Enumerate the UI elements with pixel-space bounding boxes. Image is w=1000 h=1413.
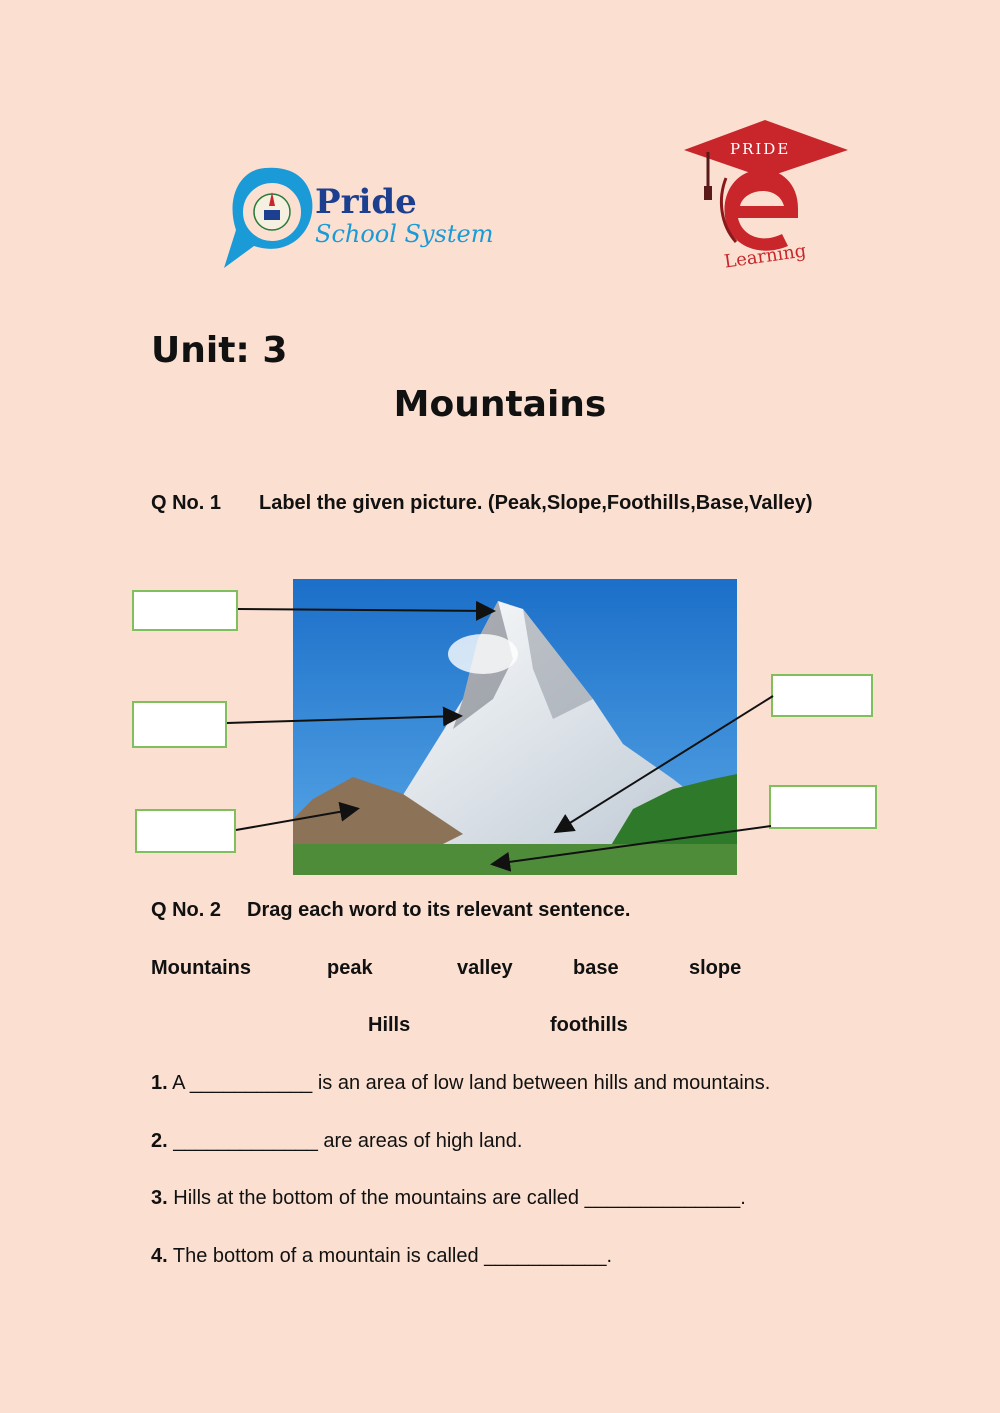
sentence-2: [151, 1130, 522, 1153]
sentence-3: [151, 1187, 746, 1210]
q2-number: Q No. 2: [151, 899, 222, 921]
sentence-1-text[interactable]: A ___________ is an area of low land between hills and mountains.: [172, 1072, 771, 1094]
word-foothills[interactable]: foothills: [550, 1014, 628, 1036]
sentence-4: [151, 1245, 612, 1268]
q1-number: Q No. 1: [151, 492, 222, 514]
word-peak[interactable]: peak: [327, 957, 373, 979]
sentence-2-number: 2.: [151, 1130, 168, 1152]
page-title: Mountains: [393, 384, 607, 425]
sentence-1-number: 1.: [151, 1072, 168, 1094]
left-logo-brand: Pride: [315, 182, 417, 222]
sentence-3-number: 3.: [151, 1187, 168, 1209]
word-hills[interactable]: Hills: [368, 1014, 411, 1036]
word-valley[interactable]: valley: [457, 957, 513, 979]
word-mountains[interactable]: Mountains: [151, 957, 251, 979]
unit-heading: Unit: 3: [151, 330, 288, 371]
q1-prompt: Label the given picture. (Peak,Slope,Foothills,Base,Valley): [259, 492, 813, 514]
left-logo-subtitle: School System: [315, 220, 494, 248]
sentence-3-text[interactable]: Hills at the bottom of the mountains are called ______________.: [173, 1187, 746, 1209]
sentence-4-number: 4.: [151, 1245, 168, 1267]
sentence-1: [151, 1072, 770, 1095]
sentence-4-text[interactable]: The bottom of a mountain is called ___________.: [172, 1245, 613, 1267]
right-logo-top-text: PRIDE: [730, 140, 791, 158]
sentence-2-text[interactable]: _____________ are areas of high land.: [173, 1130, 523, 1152]
word-slope[interactable]: slope: [689, 957, 742, 979]
q2-prompt: Drag each word to its relevant sentence.: [247, 899, 631, 921]
right-logo-bottom-text: Learning: [722, 240, 808, 273]
word-base[interactable]: base: [573, 957, 619, 979]
